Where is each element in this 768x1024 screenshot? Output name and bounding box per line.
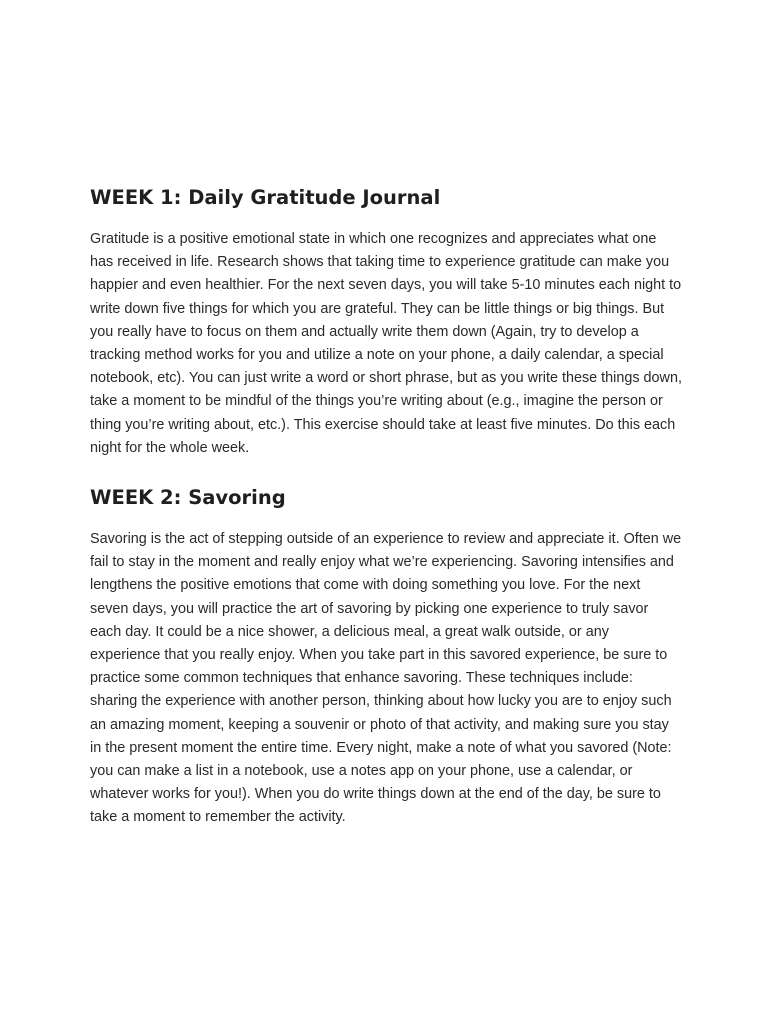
- section-week-2: [90, 482, 682, 830]
- section-paragraph: Gratitude is a positive emotional state in which one recognizes and appreciates what one has received in life. Research shows that taking time to experience gratitude can make you happier and even healthier. For the next seven days, you will take 5-10 minutes each night to write down five things for which you are grateful. They can be little things or big things. But you really have to focus on them and actually write them down (Again, try to develop a tracking method works for you and utilize a note on your phone, a daily calendar, a special notebook, etc). You can just write a word or short phrase, but as you write these things down, take a moment to be mindful of the things you’re writing about (e.g., imagine the person or thing you’re writing about, etc.). This exercise should take at least five minutes. Do this each night for the whole week.: [90, 231, 682, 456]
- section-heading: WEEK 2: Savoring: [90, 486, 286, 510]
- document-page: [90, 182, 682, 830]
- section-week-1: [90, 182, 682, 460]
- section-paragraph: Savoring is the act of stepping outside of an experience to review and appreciate it. Often we fail to stay in the moment and really enjoy what we’re experiencing. Savoring intensifies and lengthens the positive emotions that come with doing something you love. For the next seven days, you will practice the art of savoring by picking one experience to truly savor each day. It could be a nice shower, a delicious meal, a great walk outside, or any experience that you really enjoy. When you take part in this savored experience, be sure to practice some common techniques that enhance savoring. These techniques include: sharing the experience with another person, thinking about how lucky you are to enjoy such an amazing moment, keeping a souvenir or photo of that activity, and making sure you stay in the present moment the entire time. Every night, make a note of what you savored (Note: you can make a list in a notebook, use a notes app on your phone, use a calendar, or whatever works for you!). When you do write things down at the end of the day, be sure to take a moment to remember the activity.: [90, 531, 682, 826]
- section-heading: WEEK 1: Daily Gratitude Journal: [90, 186, 441, 209]
